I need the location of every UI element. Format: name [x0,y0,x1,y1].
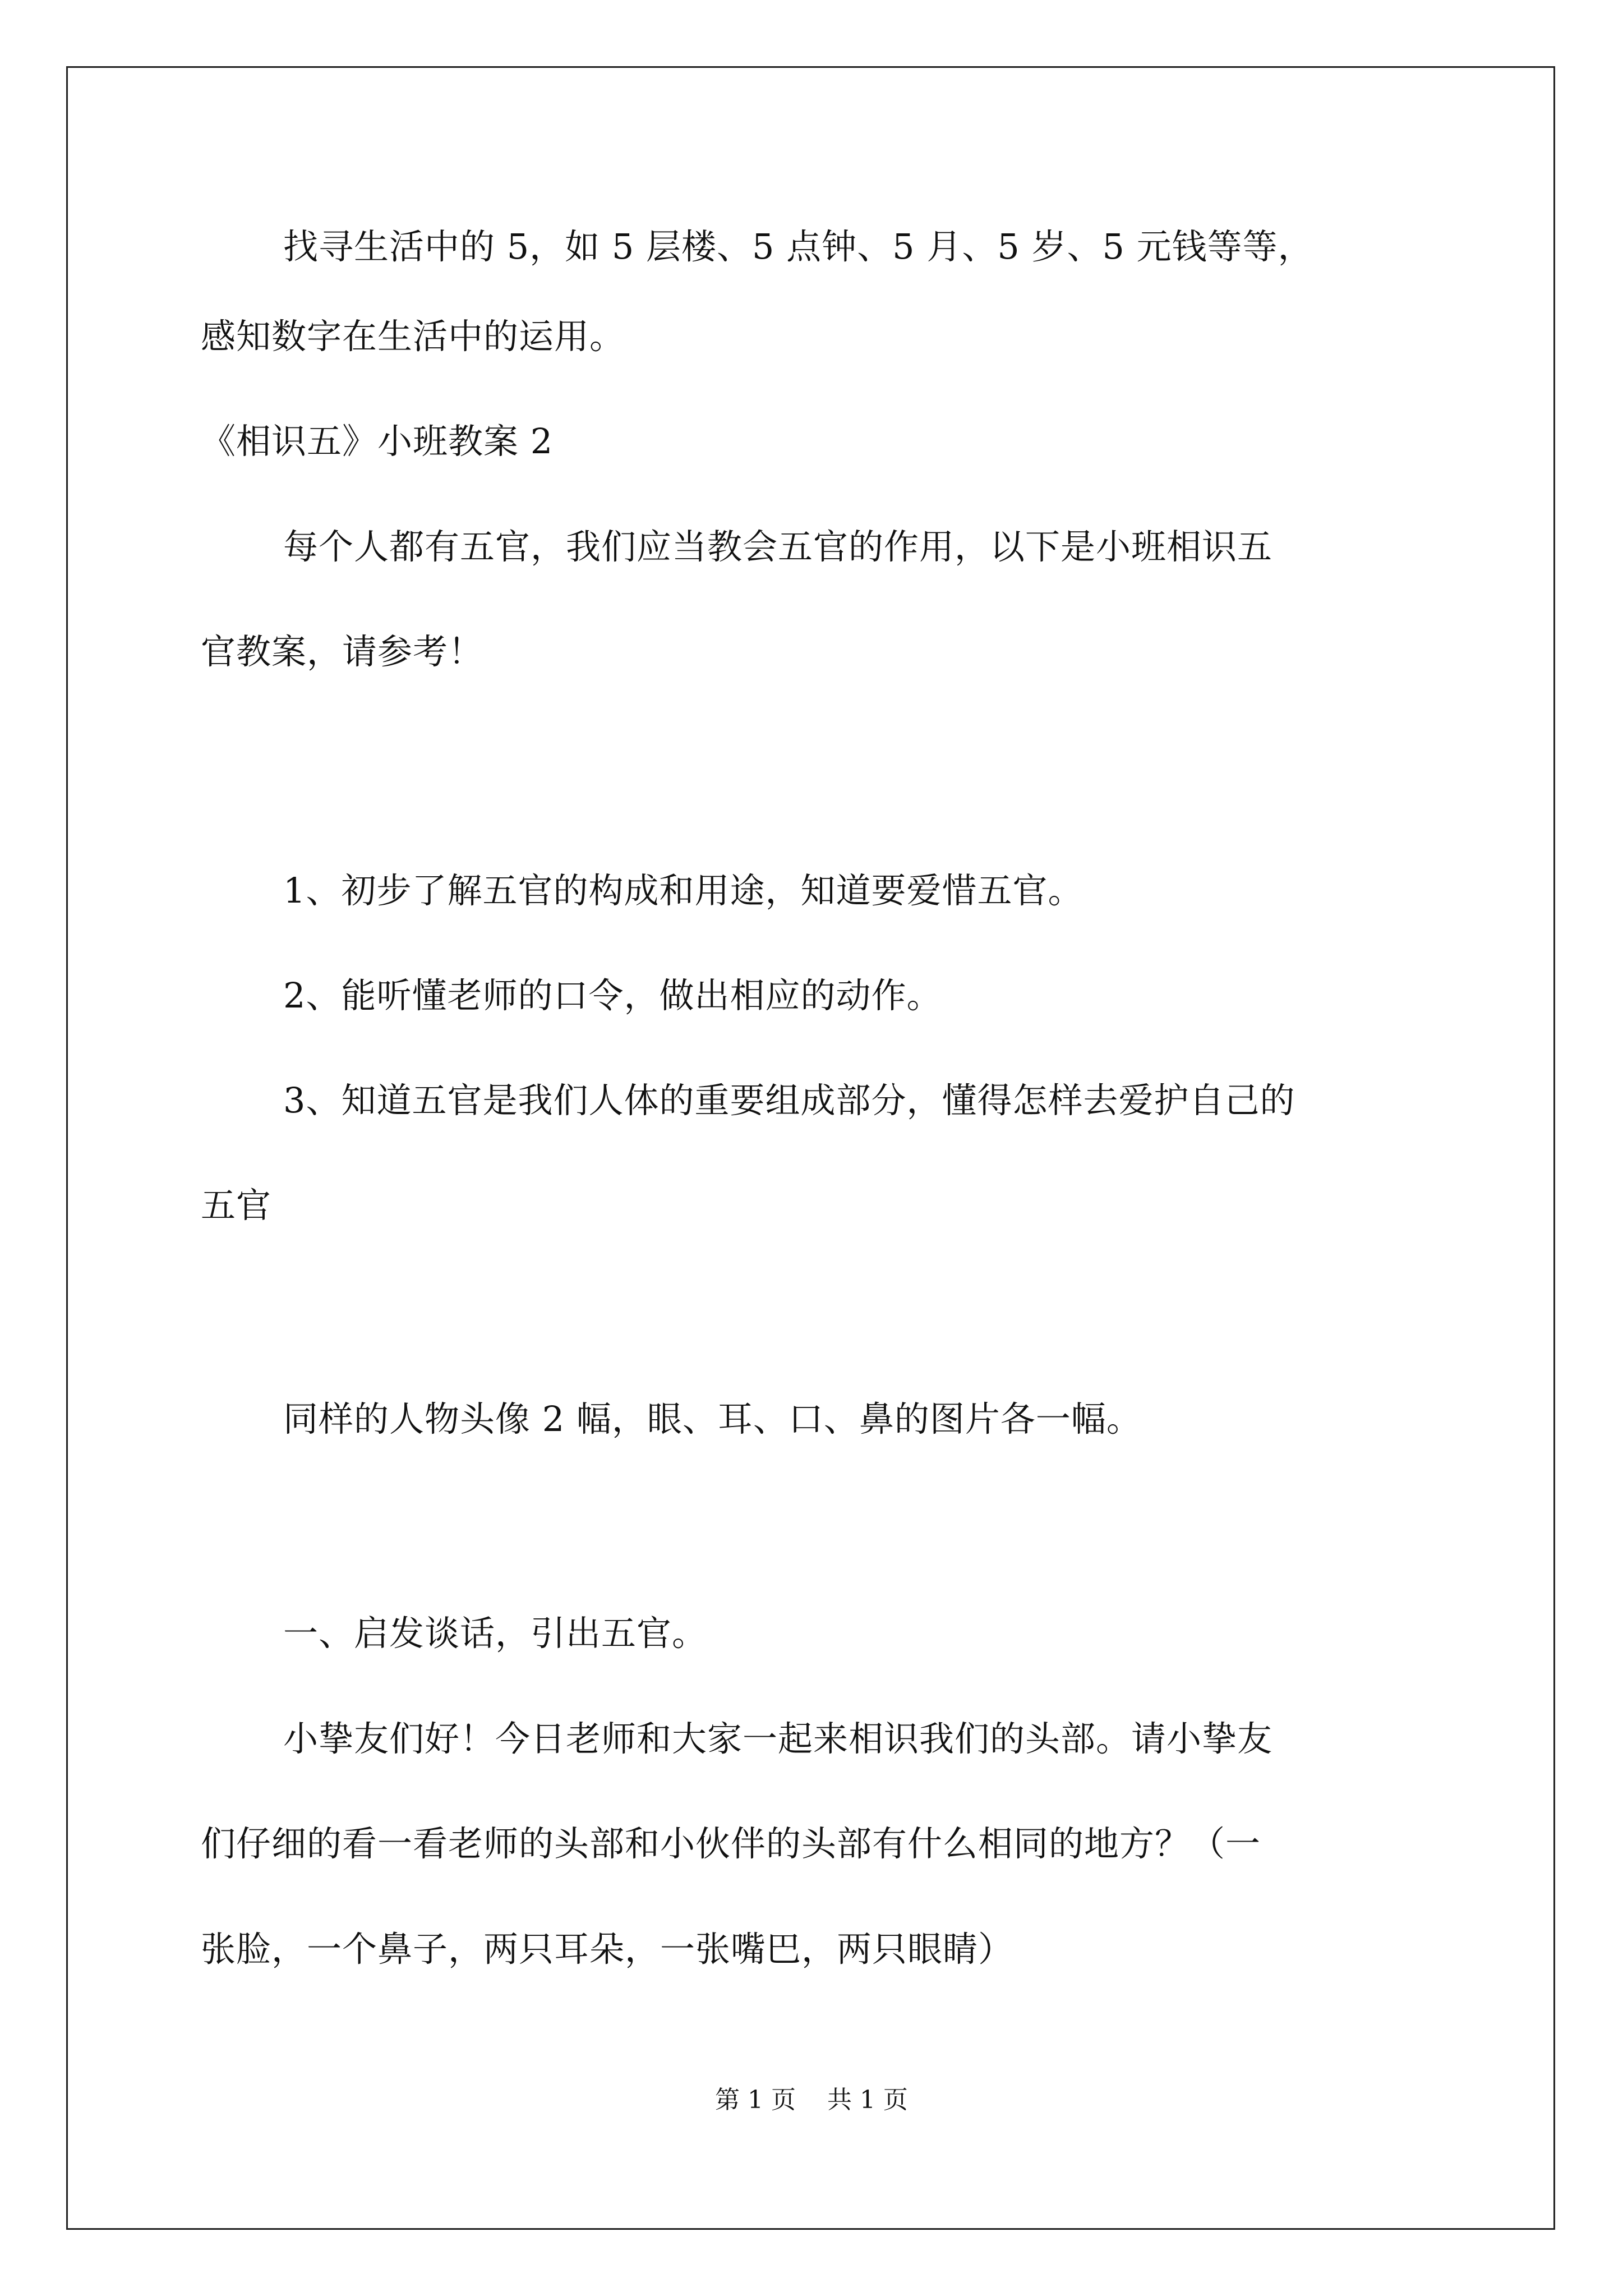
step-heading: 一、启发谈话，引出五官。 [283,1613,708,1654]
paragraph-line: 五官 [201,1185,272,1226]
goal-item: 3、知道五官是我们人体的重要组成部分，懂得怎样去爱护自己的 [283,1080,1295,1121]
paragraph-line: 感知数字在生活中的运用。 [201,316,625,357]
paragraph-line: 官教案，请参考！ [201,631,484,672]
goal-item: 1、初步了解五官的构成和用途，知道要爱惜五官。 [283,870,1083,911]
paragraph-line: 每个人都有五官，我们应当教会五官的作用，以下是小班相识五 [283,526,1273,567]
paragraph-line: 张脸，一个鼻子，两只耳朵，一张嘴巴，两只眼睛） [201,1929,1014,1970]
paragraph-line: 们仔细的看一看老师的头部和小伙伴的头部有什么相同的地方？（一 [201,1823,1261,1864]
paragraph-line: 找寻生活中的 5，如 5 层楼、5 点钟、5 月、5 岁、5 元钱等等， [283,226,1313,267]
page-number-footer: 第 1 页 共 1 页 [715,2086,908,2114]
goal-item: 2、能听懂老师的口令，做出相应的动作。 [283,975,942,1016]
materials-line: 同样的人物头像 2 幅，眼、耳、口、鼻的图片各一幅。 [283,1398,1142,1439]
section-heading: 《相识五》小班教案 2 [201,421,554,462]
paragraph-line: 小挚友们好！今日老师和大家一起来相识我们的头部。请小挚友 [283,1718,1273,1759]
page-border [66,66,1555,2230]
